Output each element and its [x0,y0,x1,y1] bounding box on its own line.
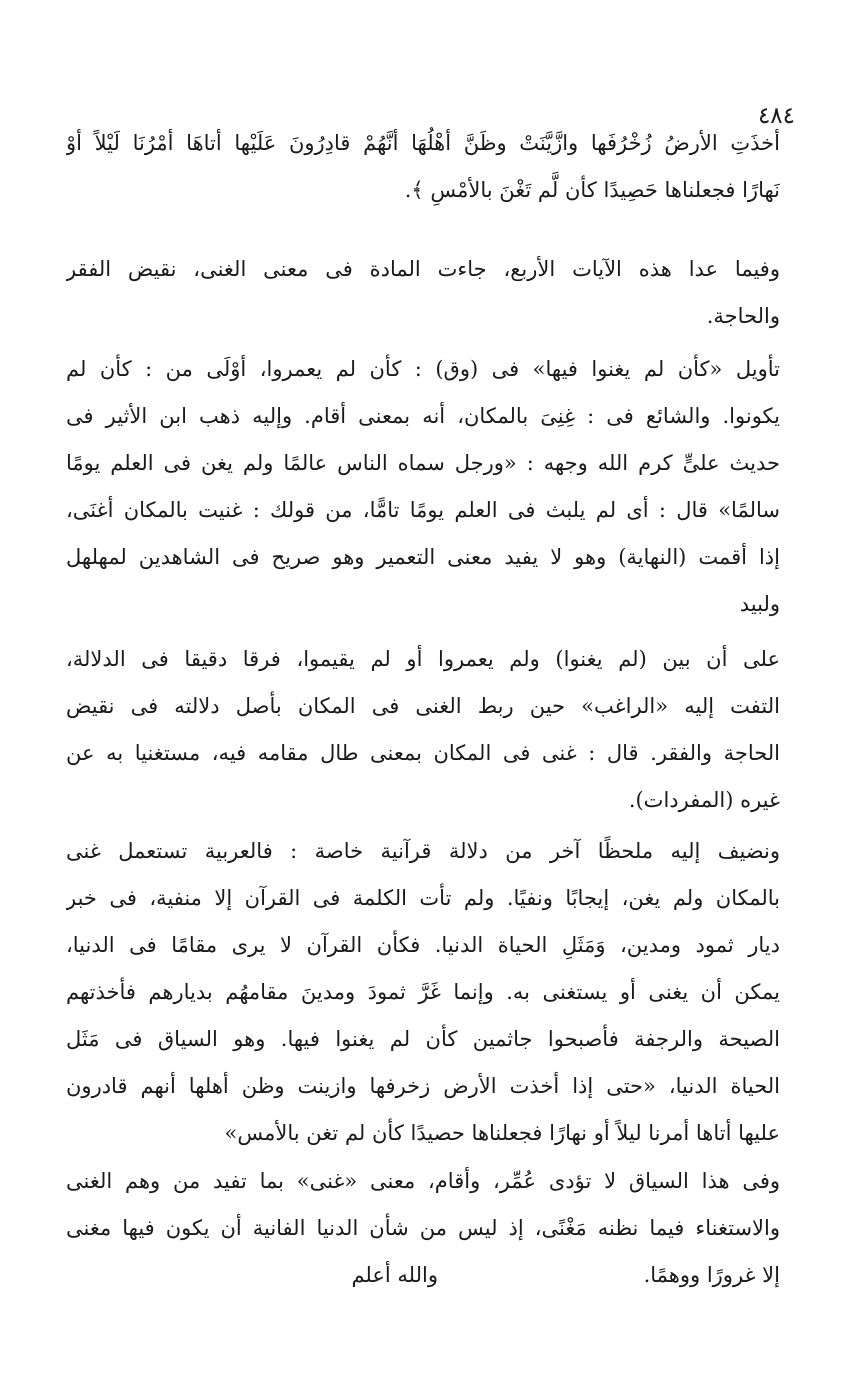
page-number: ٤٨٤ [757,103,795,129]
text-line: الحاجة والفقر. قال : غنى فى المكان بمعنى طال مقامه فيه، مستغنيا به عن [66,741,780,765]
text-line: حديث علىٍّ كرم الله وجهه : «ورجل سماه الناس عالمًا ولم يغن فى العلم يومًا [66,451,780,475]
text-line: الصيحة والرجفة فأصبحوا جاثمين كأن لم يغنوا فيها. وهو السياق فى مَثَل [66,1027,780,1051]
text-line: والاستغناء فيما نظنه مَغْنًى، إذ ليس من شأن الدنيا الفانية أن يكون فيها مغنى [66,1216,780,1240]
text-line: إذا أقمت (النهاية) وهو لا يفيد معنى التعمير وهو صريح فى الشاهدين لمهلهل [66,545,780,569]
text-line: إلا غرورًا ووهمًا. [643,1263,780,1287]
paragraph-interpretation [66,346,780,628]
text-line: غيره (المفردات). [628,788,780,812]
text-line: تأويل «كأن لم يغنوا فيها» فى (وق) : كأن لم يعمروا، أوْلَى من : كأن لم [66,357,780,381]
text-line: ونضيف إليه ملحظًا آخر من دلالة قرآنية خاصة : فالعربية تستعمل غنى [66,839,780,863]
closing-phrase: والله أعلم [351,1263,438,1287]
text-line: سالمًا» قال : أى لم يلبث فى العلم يومًا تامًّا، من قولك : غنيت بالمكان أغنَى، [66,498,780,522]
text-line: أخذَتِ الأرضُ زُخْرُفَها وازَّيَّنَتْ وظَنَّ أهْلُهَا أنَّهُمْ قادِرُونَ عَلَيْها أتاهَا أمْرُنَا لَيْلاً أوْ [66,131,780,155]
text-line: يمكن أن يغنى أو يستغنى به. وإنما غَرَّ ثمودَ ومدينَ مقامهُم بديارهم فأخذتهم [66,980,780,1004]
paragraph-meaning-wealth [66,246,780,340]
paragraph-verse-continuation [66,120,780,214]
text-line: ولبيد [739,592,780,616]
text-line: على أن بين (لم يغنوا) ولم يعمروا أو لم يقيموا، فرقا دقيقا فى الدلالة، [66,647,780,671]
text-line: الحياة الدنيا، «حتى إذا أخذت الأرض زخرفها وازينت وظن أهلها أنهم قادرون [66,1074,780,1098]
paragraph-distinction [66,636,780,824]
text-line: والحاجة. [706,304,780,328]
text-line: ديار ثمود ومدين، وَمَثَلِ الحياة الدنيا. فكأن القرآن لا يرى مقامًا فى الدنيا، [66,933,780,957]
paragraph-quranic-usage [66,828,780,1157]
text-line: يكونوا. والشائع فى : غِنِىَ بالمكان، أنه بمعنى أقام. وإليه ذهب ابن الأثير فى [66,404,780,428]
text-line: عليها أتاها أمرنا ليلاً أو نهارًا فجعلناها حصيدًا كأن لم تغن بالأمس» [224,1121,780,1145]
text-line: وفى هذا السياق لا تؤدى عُمِّر، وأقام، معنى «غنى» بما تفيد من وهم الغنى [66,1169,780,1193]
text-line: التفت إليه «الراغب» حين ربط الغنى فى المكان بأصل دلالته فى نقيض [66,694,780,718]
text-line: نَهارًا فجعلناها حَصِيدًا كأن لَّم تَغْنَ بالأمْسِ ﴾. [404,178,780,202]
text-line: بالمكان ولم يغن، إيجابًا ونفيًا. ولم تأت الكلمة فى القرآن إلا منفية، فى خبر [66,886,780,910]
text-line: وفيما عدا هذه الآيات الأربع، جاءت المادة فى معنى الغنى، نقيض الفقر [66,257,780,281]
